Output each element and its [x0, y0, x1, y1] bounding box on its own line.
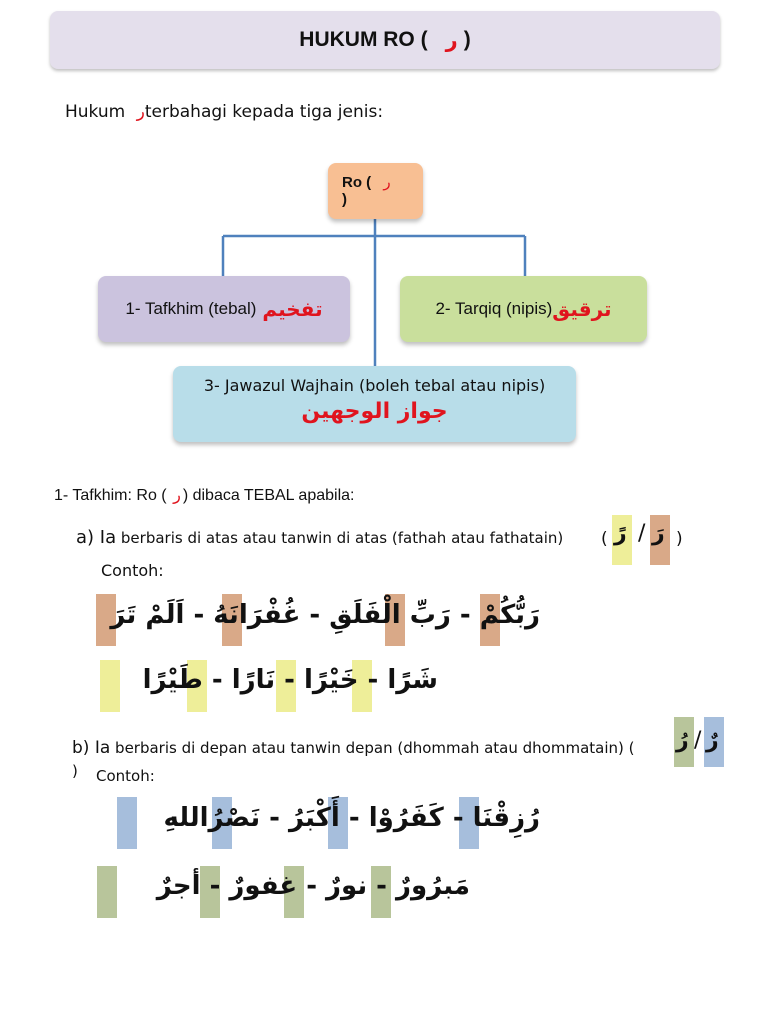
sub-b-slash: / [694, 728, 702, 753]
title-close: ) [463, 28, 471, 51]
sub-a-sym1: رً [614, 521, 627, 546]
section1-heading [54, 485, 354, 505]
jawaz-arabic: جواز الوجهين [301, 399, 448, 424]
sub-a-line [76, 527, 563, 548]
root-ra: ر [383, 173, 391, 191]
example-row-b2: مَبرُورٌ - نورٌ - غفورٌ - أجرٌ [156, 871, 470, 901]
sub-b-text: berbaris di depan atau tanwin depan (dhommah atau dhommatain) ( [115, 739, 635, 757]
tarqiq-label: 2- Tarqiq (nipis) [435, 299, 553, 318]
tree-node-tafkhim [98, 276, 350, 342]
example-row-a1: رَبُّكُمْ - رَبِّ الْفَلَقِ - غُفْرَانَهُ - اَلَمْ تَرَ [110, 600, 540, 630]
title-text: HUKUM RO ( [299, 28, 428, 51]
highlight-green [97, 866, 117, 918]
sec1-after: ) dibaca TEBAL apabila: [182, 487, 355, 504]
sub-b-sym1: رُ [676, 728, 689, 753]
tree-node-jawaz [173, 366, 576, 442]
example-row-b1: رُزِقْنَا - كَفَرُوْا - أَكْبَرُ - نَصْرُاللهِ [163, 803, 540, 833]
sub-a-open: ( [601, 529, 608, 549]
sub-b-line [72, 738, 635, 758]
highlight-yellow [100, 660, 120, 712]
sub-b-contoh: Contoh: [96, 767, 155, 785]
root-label: Ro ( [342, 174, 372, 191]
sec1-ra: ر [173, 485, 181, 504]
sub-a-contoh: Contoh: [101, 561, 164, 580]
title-ra: ر [445, 28, 458, 52]
sub-a-close: ) [676, 529, 683, 549]
sub-a-text: berbaris di atas atau tanwin di atas (fathah atau fathatain) [120, 529, 564, 547]
intro-ra: ر [136, 102, 145, 122]
sub-b-lead: b) Ia [72, 738, 111, 758]
root-close: ) [342, 191, 347, 208]
intro-before: Hukum [65, 102, 126, 122]
highlight-blue [117, 797, 137, 849]
sec1-before: 1- Tafkhim: Ro ( [54, 487, 167, 504]
intro-after: terbahagi kepada tiga jenis: [144, 102, 384, 122]
tafkhim-label: 1- Tafkhim (tebal) [125, 299, 257, 318]
sub-a-sym2: رَ [652, 521, 665, 546]
tafkhim-arabic: تفخيم [262, 297, 323, 321]
sub-b-sym2: رٌ [706, 728, 719, 753]
sub-a-slash: / [638, 521, 646, 546]
sub-a-lead: a) Ia [76, 527, 117, 548]
sub-b-close: ) [72, 762, 78, 780]
jawaz-label: 3- Jawazul Wajhain (boleh tebal atau nipis) [203, 376, 546, 395]
tree-root-node [328, 163, 423, 219]
tree-node-tarqiq [400, 276, 647, 342]
tarqiq-arabic: ترقيق [552, 297, 612, 321]
example-row-a2: شَرًا - خَيْرًا - نَارًا - طَيْرًا [142, 665, 438, 695]
